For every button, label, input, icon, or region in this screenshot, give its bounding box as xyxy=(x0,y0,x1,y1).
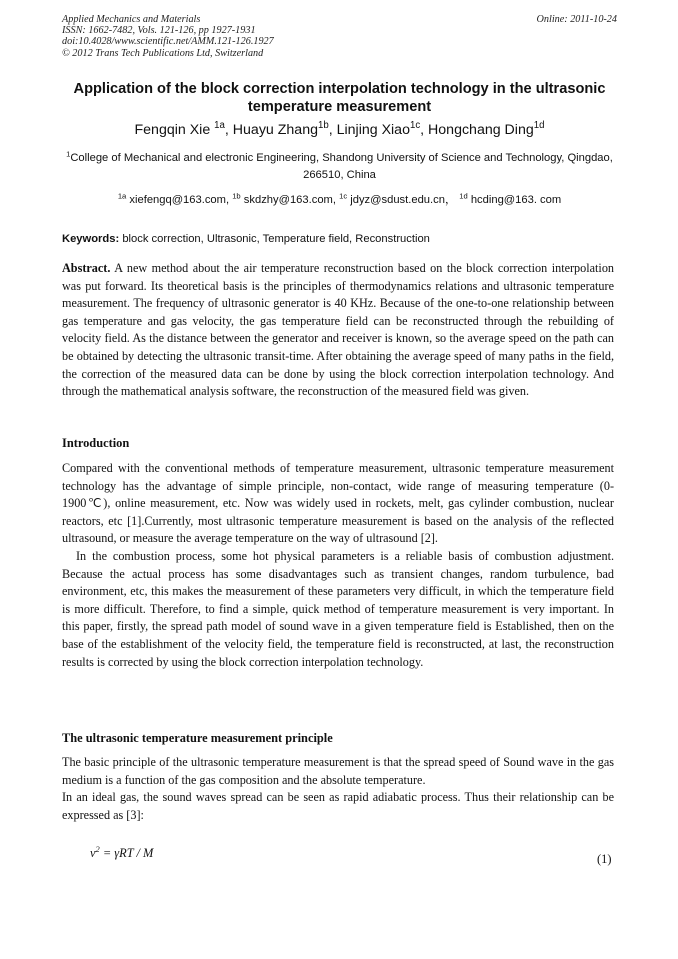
keywords-label: Keywords: xyxy=(62,233,120,245)
author-sup: 1d xyxy=(533,120,545,132)
author-sup: 1c xyxy=(409,120,421,132)
author-name: Linjing Xiao xyxy=(336,122,410,138)
author-sup: 1b xyxy=(317,120,329,132)
affiliation-text: College of Mechanical and electronic Engineering, Shandong University of Science and Technology, Qingdao, 266510, China xyxy=(70,152,613,181)
issn-line: ISSN: 1662-7482, Vols. 121-126, pp 1927-1931 xyxy=(62,25,256,37)
author-sup: 1a xyxy=(214,120,225,132)
author-list: Fengqin Xie $^{1a}$, Huayu Zhang$^{1b}$, Linjing Xiao$^{1c}$, Hongchang Ding$^{1d}$ xyxy=(134,120,545,138)
email-sup: 1d xyxy=(459,191,468,201)
introduction-heading: Introduction xyxy=(62,436,130,450)
doi-line: doi:10.4028/www.scientific.net/AMM.121-126.1927 xyxy=(62,36,274,48)
principle-body xyxy=(62,754,614,824)
equation-1 xyxy=(90,843,154,861)
introduction-paragraph-1: Compared with the conventional methods of temperature measurement, ultrasonic temperature measurement technology has the advantage of simple principle, non-contact, wide range of measuring temperature (0-1900℃), online measurement, etc. Now was widely used in rockets, melt, gas cylinder combustion, nuclear reactors, etc [1].Currently, most ultrasonic temperature measurement is based on the analysis of the reflected ultrasound, or measure the average temperature on the way of ultrasound [2]. xyxy=(62,461,614,546)
author-name: Fengqin Xie xyxy=(134,122,215,138)
principle-paragraph-1: The basic principle of the ultrasonic temperature measurement is that the spread speed of Sound wave in the gas medium is a function of the gas composition and the absolute temperature. xyxy=(62,755,614,787)
email-address[interactable]: xiefengq@163.com xyxy=(129,194,226,206)
introduction-paragraph-2: In the combustion process, some hot physical parameters is a reliable basis of combustion adjustment. Because the actual process has some disadvantages such as transient changes, random turbulence, bad environment, etc, this makes the measurement of these parameters very difficult, in which the temperature field is more difficult. Therefore, to find a simple, quick method of temperature measurement is very important. In this paper, firstly, the spread path model of sound wave in a given temperature field is Established, then on the base of the establishment of the velocity field, the temperature field is reconstructed, at last, the reconstruction results is corrected by using the block correction interpolation technology. xyxy=(62,548,614,669)
equation-rhs: = γRT / M xyxy=(99,846,154,860)
abstract xyxy=(62,260,614,401)
principle-paragraph-2: In an ideal gas, the sound waves spread can be seen as rapid adiabatic process. Thus their relationship can be expressed as [3]: xyxy=(62,790,614,822)
keywords xyxy=(62,232,617,246)
principle-heading: The ultrasonic temperature measurement principle xyxy=(62,731,333,745)
copyright-line: © 2012 Trans Tech Publications Ltd, Switzerland xyxy=(62,47,264,59)
author-name: Huayu Zhang xyxy=(232,122,318,138)
affiliation-sup: 1 xyxy=(66,149,71,159)
equation-power: 2 xyxy=(95,843,100,854)
email-sup: 1b xyxy=(232,191,241,201)
journal-name: Applied Mechanics and Materials xyxy=(62,14,201,25)
email-sup: 1c xyxy=(339,191,348,201)
journal-header xyxy=(62,14,617,59)
affiliation xyxy=(62,150,617,184)
email-address[interactable]: jdyz@sdust.edu.cn xyxy=(350,194,445,206)
online-date: Online: 2011-10-24 xyxy=(536,14,617,25)
introduction-body xyxy=(62,460,614,671)
abstract-label: Abstract. xyxy=(62,261,111,275)
email-list: $^{1a}$ xiefengq@163.com, $^{1b}$ skdzhy@163.com, $^{1c}$ jdyz@sdust.edu.cn， $^{1d}$ hcding@163. com xyxy=(117,191,562,206)
author-name: Hongchang Ding xyxy=(428,122,534,138)
email-sup: 1a xyxy=(117,191,127,201)
email-address[interactable]: skdzhy@163.com xyxy=(243,194,333,206)
paper-title: Application of the block correction interpolation technology in the ultrasonic temperature measurement xyxy=(73,81,606,115)
email-address[interactable]: hcding@163. com xyxy=(470,194,562,206)
equation-lhs: v xyxy=(90,846,96,860)
equation-number: (1) xyxy=(597,852,612,866)
keywords-text: block correction, Ultrasonic, Temperature field, Reconstruction xyxy=(122,233,430,245)
abstract-text: A new method about the air temperature reconstruction based on the block correction interpolation was put forward. Its theoretical basis is the principles of thermodynamics relations and ultrasonic temperature measurement. The frequency of ultrasonic generator is 40 KHz. Because of the one-to-one relationship between gas temperature and gas velocity, the gas temperature field can be reconstructed through the rebuilding of velocity field. As the distance between the generator and receiver is known, so the average speed on the path can be obtained by detecting the ultrasonic transit-time. After obtaining the average speed of many paths in the field, the correction of the measured data can be done by using the block correction interpolation technology. And through the mathematical analysis software, the reconstruction of the measured field was given. xyxy=(62,261,615,399)
